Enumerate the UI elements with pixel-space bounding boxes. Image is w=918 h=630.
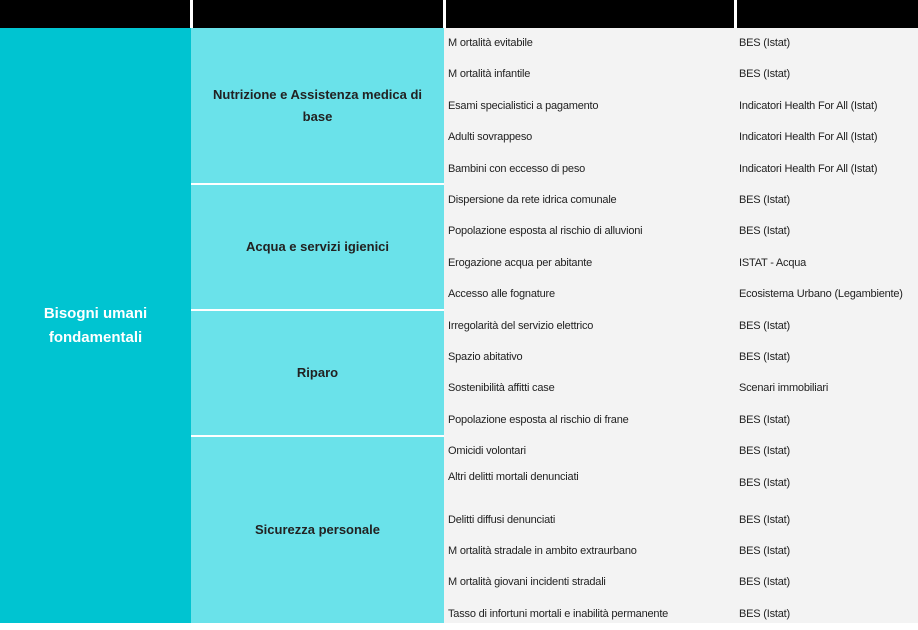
table-row bbox=[444, 91, 918, 122]
component-cell bbox=[191, 437, 444, 623]
table-row bbox=[444, 216, 918, 247]
indicator-cell: Dispersione da rete idrica comunale bbox=[448, 194, 617, 206]
indicator-cell: Altri delitti mortali denunciati bbox=[448, 471, 579, 483]
indicator-cell: Sostenibilità affitti case bbox=[448, 382, 555, 394]
source-cell: Scenari immobiliari bbox=[739, 382, 829, 394]
source-cell: Indicatori Health For All (Istat) bbox=[739, 100, 878, 112]
indicator-cell: Bambini con eccesso di peso bbox=[448, 163, 586, 175]
source-cell: Indicatori Health For All (Istat) bbox=[739, 163, 878, 175]
source-cell: BES (Istat) bbox=[739, 37, 790, 49]
source-cell: BES (Istat) bbox=[739, 608, 790, 620]
source-cell: Ecosistema Urbano (Legambiente) bbox=[739, 288, 903, 300]
table-row bbox=[444, 342, 918, 373]
source-cell: BES (Istat) bbox=[739, 68, 790, 80]
component-label: Riparo bbox=[296, 365, 339, 380]
table-row bbox=[444, 185, 918, 216]
table-row bbox=[444, 28, 918, 59]
indicator-cell: Tasso di infortuni mortali e inabilità permanente bbox=[448, 608, 669, 620]
component-label: Nutrizione e Assistenza medica di base bbox=[212, 87, 423, 124]
source-cell: BES (Istat) bbox=[739, 477, 790, 489]
table-row bbox=[444, 122, 918, 153]
component-label: Sicurezza personale bbox=[255, 522, 380, 537]
source-cell: BES (Istat) bbox=[739, 351, 790, 363]
component-column bbox=[191, 28, 444, 623]
indicator-cell: Esami specialistici a pagamento bbox=[448, 100, 599, 112]
indicator-cell: Accesso alle fognature bbox=[448, 288, 555, 300]
indicator-cell: M ortalità infantile bbox=[448, 68, 531, 80]
indicator-column bbox=[444, 28, 918, 623]
header-divider bbox=[443, 0, 446, 28]
indicator-cell: Delitti diffusi denunciati bbox=[448, 514, 556, 526]
table-row bbox=[444, 248, 918, 279]
source-cell: BES (Istat) bbox=[739, 514, 790, 526]
dimension-cell bbox=[0, 28, 191, 623]
table-row bbox=[444, 154, 918, 185]
indicator-cell: Omicidi volontari bbox=[448, 445, 526, 457]
indicator-cell: Adulti sovrappeso bbox=[448, 131, 533, 143]
indicator-cell: M ortalità evitabile bbox=[448, 37, 533, 49]
source-cell: BES (Istat) bbox=[739, 320, 790, 332]
source-cell: ISTAT - Acqua bbox=[739, 257, 807, 269]
source-cell: Indicatori Health For All (Istat) bbox=[739, 131, 878, 143]
source-cell: BES (Istat) bbox=[739, 225, 790, 237]
indicator-cell: Erogazione acqua per abitante bbox=[448, 257, 593, 269]
header-divider bbox=[734, 0, 737, 28]
indicator-cell: Popolazione esposta al rischio di frane bbox=[448, 414, 629, 426]
table-row bbox=[444, 462, 918, 493]
table-row bbox=[444, 536, 918, 567]
dimension-label: Bisogni umani fondamentali bbox=[43, 304, 148, 346]
indicator-cell: Irregolarità del servizio elettrico bbox=[448, 320, 594, 332]
source-cell: BES (Istat) bbox=[739, 576, 790, 588]
table-row bbox=[444, 59, 918, 90]
table-row bbox=[444, 311, 918, 342]
indicator-cell: M ortalità stradale in ambito extraurbano bbox=[448, 545, 637, 557]
header-divider bbox=[190, 0, 193, 28]
table-row bbox=[444, 505, 918, 536]
indicator-cell: Spazio abitativo bbox=[448, 351, 523, 363]
source-cell: BES (Istat) bbox=[739, 545, 790, 557]
component-cell bbox=[191, 28, 444, 184]
indicator-cell: Popolazione esposta al rischio di alluvioni bbox=[448, 225, 643, 237]
table-header bbox=[0, 0, 918, 28]
indicator-cell: M ortalità giovani incidenti stradali bbox=[448, 576, 606, 588]
source-cell: BES (Istat) bbox=[739, 194, 790, 206]
source-cell: BES (Istat) bbox=[739, 445, 790, 457]
table-row bbox=[444, 279, 918, 310]
table-row bbox=[444, 405, 918, 436]
component-cell bbox=[191, 185, 444, 309]
table-row bbox=[444, 599, 918, 630]
table-row bbox=[444, 373, 918, 404]
source-cell: BES (Istat) bbox=[739, 414, 790, 426]
component-cell bbox=[191, 311, 444, 435]
table-row bbox=[444, 567, 918, 598]
component-label: Acqua e servizi igienici bbox=[245, 239, 390, 254]
